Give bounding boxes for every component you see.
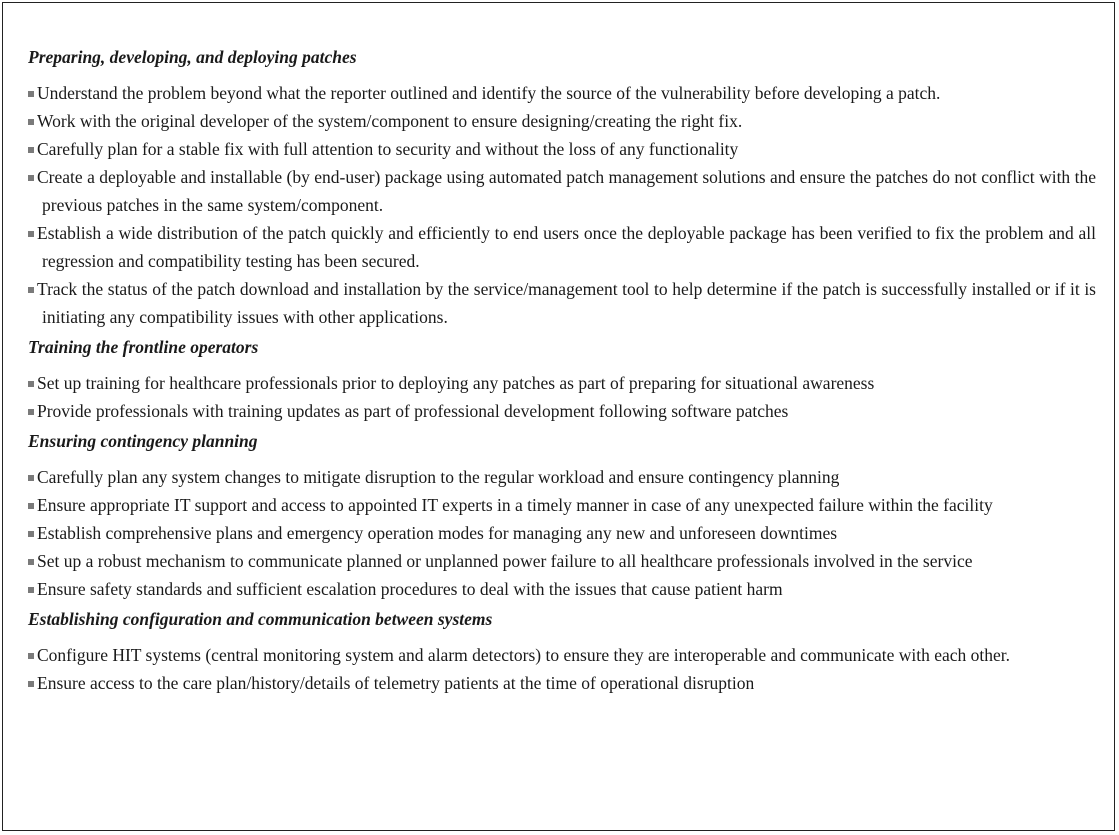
bullet-list	[28, 79, 1096, 331]
list-item-text: Understand the problem beyond what the reporter outlined and identify the source of the vulnerability before developing a patch.	[37, 83, 941, 103]
square-bullet-icon	[28, 381, 34, 387]
list-item	[28, 369, 1096, 397]
list-item-text: Ensure safety standards and sufficient escalation procedures to deal with the issues that cause patient harm	[37, 579, 783, 599]
section-1	[28, 45, 1096, 331]
list-item-text: Ensure access to the care plan/history/details of telemetry patients at the time of operational disruption	[37, 673, 755, 693]
square-bullet-icon	[28, 287, 34, 293]
bullet-list	[28, 463, 1096, 603]
list-item	[28, 547, 1096, 575]
list-item	[28, 519, 1096, 547]
list-item-text: Provide professionals with training updates as part of professional development following software patches	[37, 401, 789, 421]
list-item	[28, 79, 1096, 107]
list-item	[28, 219, 1096, 275]
square-bullet-icon	[28, 147, 34, 153]
list-item-text: Track the status of the patch download and installation by the service/management tool to help determine if the patch is successfully installed or if it is initiating any compatibility issues with other applications.	[37, 279, 1096, 327]
list-item	[28, 275, 1096, 331]
list-item-text: Set up a robust mechanism to communicate planned or unplanned power failure to all healthcare professionals involved in the service	[37, 551, 973, 571]
list-item	[28, 397, 1096, 425]
list-item-text: Ensure appropriate IT support and access to appointed IT experts in a timely manner in case of any unexpected failure within the facility	[37, 495, 993, 515]
square-bullet-icon	[28, 681, 34, 687]
square-bullet-icon	[28, 175, 34, 181]
bullet-list	[28, 369, 1096, 425]
bullet-list	[28, 641, 1096, 697]
list-item	[28, 669, 1096, 697]
list-item	[28, 107, 1096, 135]
list-item-text: Carefully plan any system changes to mitigate disruption to the regular workload and ensure contingency planning	[37, 467, 840, 487]
square-bullet-icon	[28, 475, 34, 481]
square-bullet-icon	[28, 119, 34, 125]
section-title: Preparing, developing, and deploying patches	[28, 47, 357, 67]
list-item-text: Carefully plan for a stable fix with full attention to security and without the loss of any functionality	[37, 139, 739, 159]
square-bullet-icon	[28, 587, 34, 593]
square-bullet-icon	[28, 559, 34, 565]
list-item	[28, 163, 1096, 219]
list-item	[28, 575, 1096, 603]
square-bullet-icon	[28, 531, 34, 537]
section-title: Establishing configuration and communication between systems	[28, 609, 493, 629]
list-item	[28, 641, 1096, 669]
list-item	[28, 135, 1096, 163]
square-bullet-icon	[28, 653, 34, 659]
square-bullet-icon	[28, 409, 34, 415]
section-3	[28, 429, 1096, 603]
list-item-text: Establish a wide distribution of the patch quickly and efficiently to end users once the deployable package has been verified to fix the problem and all regression and compatibility testing has been secured.	[37, 223, 1096, 271]
list-item-text: Create a deployable and installable (by end-user) package using automated patch management solutions and ensure the patches do not conflict with the previous patches in the same system/component.	[37, 167, 1096, 215]
list-item-text: Configure HIT systems (central monitoring system and alarm detectors) to ensure they are interoperable and communicate with each other.	[37, 645, 1011, 665]
section-2	[28, 335, 1096, 425]
square-bullet-icon	[28, 503, 34, 509]
list-item	[28, 463, 1096, 491]
recommendations-box	[28, 45, 1096, 697]
square-bullet-icon	[28, 91, 34, 97]
list-item	[28, 491, 1096, 519]
list-item-text: Set up training for healthcare professionals prior to deploying any patches as part of preparing for situational awareness	[37, 373, 875, 393]
list-item-text: Establish comprehensive plans and emergency operation modes for managing any new and unforeseen downtimes	[37, 523, 838, 543]
section-title: Training the frontline operators	[28, 337, 259, 357]
square-bullet-icon	[28, 231, 34, 237]
section-title: Ensuring contingency planning	[28, 431, 258, 451]
section-4	[28, 607, 1096, 697]
list-item-text: Work with the original developer of the system/component to ensure designing/creating the right fix.	[37, 111, 743, 131]
